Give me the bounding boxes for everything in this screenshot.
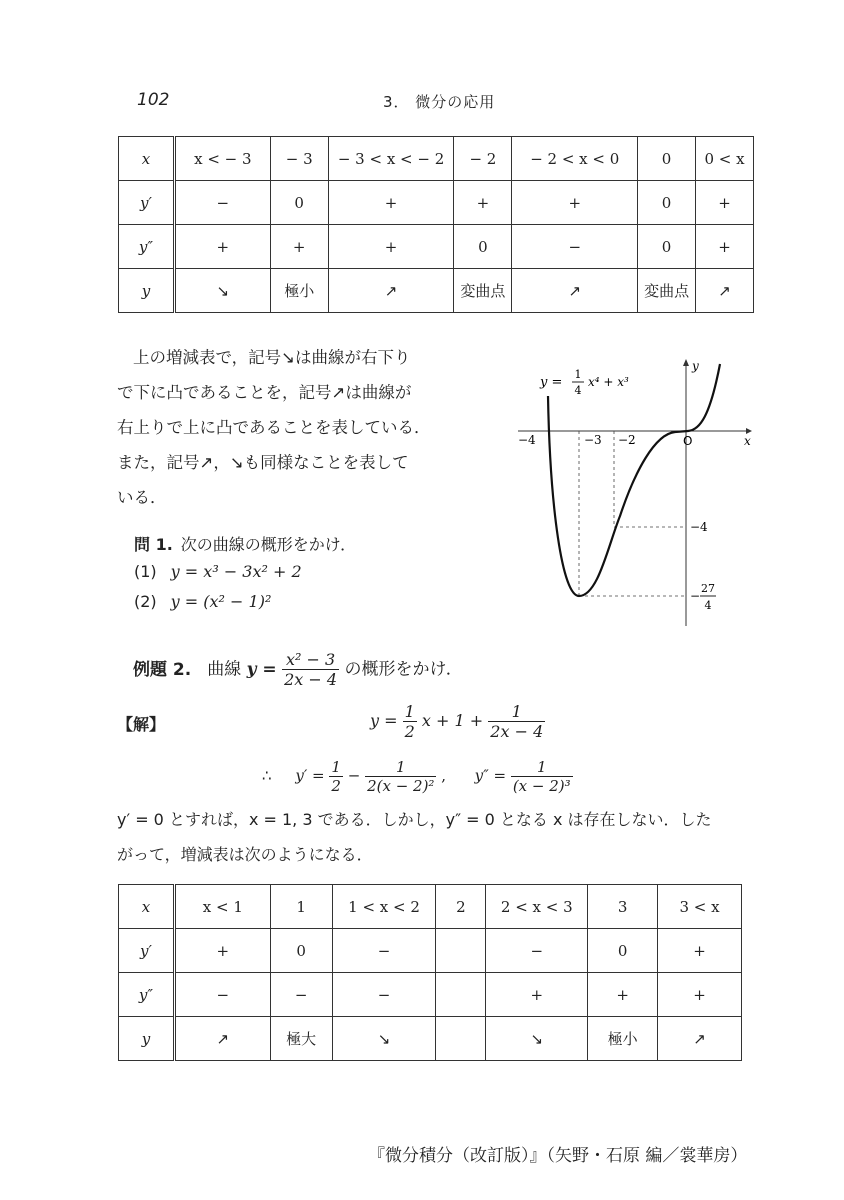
- question-text: 次の曲線の概形をかけ．: [180, 535, 357, 554]
- solution-equation-1: [370, 702, 545, 741]
- table-cell: ↘: [486, 1017, 588, 1061]
- table-cell: +: [328, 181, 454, 225]
- table-row: [119, 929, 742, 973]
- math-text: y′ =: [295, 766, 325, 785]
- function-graph: [510, 356, 755, 636]
- explanation-paragraph: [117, 340, 477, 515]
- fraction-numerator: 1: [365, 758, 436, 777]
- solution-equation-2: [262, 758, 573, 795]
- chapter-header: 3． 微分の応用: [383, 93, 496, 111]
- x-axis-label: x: [744, 434, 751, 448]
- fraction-numerator: 1: [488, 702, 545, 722]
- y-tick-label: −4: [690, 520, 708, 534]
- y-tick-num: 27: [701, 582, 715, 595]
- table-cell: ↗: [174, 1017, 270, 1061]
- paragraph-line: いる．: [117, 488, 167, 507]
- table-cell: [436, 973, 486, 1017]
- fraction-denominator: 2x − 4: [284, 670, 338, 689]
- table-cell: −: [512, 225, 638, 269]
- table-row: [119, 225, 754, 269]
- table-cell: 1 < x < 2: [332, 885, 436, 929]
- table-cell: y′: [119, 181, 175, 225]
- table-cell: − 2 < x < 0: [512, 137, 638, 181]
- table-cell: −: [332, 973, 436, 1017]
- graph-eq-den: 4: [574, 384, 582, 397]
- item-label: (1): [134, 562, 157, 581]
- table-cell: ↘: [174, 269, 270, 313]
- math-text: y =: [370, 711, 398, 730]
- table-cell: 0: [270, 181, 328, 225]
- table-cell: 極小: [588, 1017, 658, 1061]
- solution-label: 【解】: [117, 715, 166, 734]
- math-text: y″ =: [474, 766, 507, 785]
- fraction-denominator: 2: [331, 777, 341, 795]
- table-cell: 0: [454, 225, 512, 269]
- example-label: 例題 2.: [133, 659, 192, 680]
- table-cell: +: [658, 929, 742, 973]
- table-cell: +: [270, 225, 328, 269]
- y-tick-den: 4: [704, 599, 712, 612]
- table-cell: −: [486, 929, 588, 973]
- table-cell: − 2: [454, 137, 512, 181]
- table-cell: 極大: [270, 1017, 332, 1061]
- table-cell: [436, 929, 486, 973]
- fraction-numerator: 1: [404, 702, 415, 721]
- example-fraction: [282, 650, 339, 689]
- example-lhs: y =: [246, 659, 277, 680]
- table-cell: 3 < x: [658, 885, 742, 929]
- table-cell: 1: [270, 885, 332, 929]
- table-cell: y: [119, 1017, 175, 1061]
- fraction: [488, 702, 545, 741]
- question-label: 問 1.: [134, 535, 173, 554]
- item-label: (2): [134, 592, 157, 611]
- table-cell: ↗: [658, 1017, 742, 1061]
- table-cell: 0: [270, 929, 332, 973]
- source-citation: 『微分積分（改訂版）』（矢野・石原 編／裳華房）: [368, 1146, 748, 1166]
- paragraph-line: 上の増減表で，記号↘は曲線が右下り: [133, 348, 411, 367]
- table-cell: 0: [638, 181, 696, 225]
- example-text: 曲線: [207, 659, 242, 680]
- table-cell: y″: [119, 225, 175, 269]
- table-cell: −: [174, 181, 270, 225]
- math-text: −: [347, 766, 361, 785]
- table-cell: ↗: [328, 269, 454, 313]
- item-expr: y = x³ − 3x² + 2: [170, 562, 302, 581]
- fraction-denominator: 2: [404, 722, 415, 741]
- table-cell: +: [696, 181, 754, 225]
- table-cell: +: [454, 181, 512, 225]
- table-row: [119, 137, 754, 181]
- example-text-after: の概形をかけ．: [344, 659, 463, 680]
- table-cell: − 3 < x < − 2: [328, 137, 454, 181]
- origin-label: O: [683, 434, 693, 448]
- example-2: [133, 650, 463, 689]
- table-cell: − 3: [270, 137, 328, 181]
- table-cell: +: [696, 225, 754, 269]
- table-cell: +: [588, 973, 658, 1017]
- table-cell: x < − 3: [174, 137, 270, 181]
- table-cell: x: [119, 137, 175, 181]
- fraction-numerator: 1: [511, 758, 573, 777]
- table-cell: 変曲点: [454, 269, 512, 313]
- y-tick-sign: −: [690, 589, 701, 603]
- table-cell: y′: [119, 929, 175, 973]
- table-cell: 0: [588, 929, 658, 973]
- graph-eq-num: 1: [574, 368, 582, 381]
- fraction-numerator: x² − 3: [282, 650, 339, 670]
- math-text: ,: [441, 766, 447, 785]
- page-number: 102: [137, 90, 170, 110]
- table-cell: +: [328, 225, 454, 269]
- fraction: [403, 702, 417, 741]
- table-row: [119, 885, 742, 929]
- table-cell: 3: [588, 885, 658, 929]
- table-cell: 2: [436, 885, 486, 929]
- table-cell: x: [119, 885, 175, 929]
- table-cell: −: [270, 973, 332, 1017]
- table-cell: +: [174, 225, 270, 269]
- table-cell: −: [174, 973, 270, 1017]
- fraction-denominator: 2x − 4: [490, 722, 544, 741]
- y-axis-label: y: [692, 359, 699, 373]
- table-row: [119, 1017, 742, 1061]
- table-cell: 変曲点: [638, 269, 696, 313]
- table-cell: y: [119, 269, 175, 313]
- x-tick-label: −4: [518, 433, 536, 447]
- fraction: [329, 758, 343, 795]
- solution-text-line: y′ = 0 とすれば，x = 1, 3 である．しかし，y″ = 0 となる x は存在しない．した: [117, 810, 712, 829]
- fraction: [511, 758, 573, 795]
- fraction-denominator: 2(x − 2)²: [367, 777, 435, 795]
- graph-eq-prefix: y =: [540, 375, 563, 390]
- question-item: [134, 562, 302, 581]
- table-row: [119, 269, 754, 313]
- table-cell: x < 1: [174, 885, 270, 929]
- table-cell: ↗: [696, 269, 754, 313]
- x-tick-label: −2: [618, 433, 636, 447]
- question-1: [134, 532, 356, 555]
- variation-table-1: [118, 136, 754, 313]
- question-item: [134, 592, 271, 611]
- curve: [548, 364, 720, 596]
- table-cell: [436, 1017, 486, 1061]
- table-cell: +: [174, 929, 270, 973]
- table-cell: 極小: [270, 269, 328, 313]
- table-cell: +: [512, 181, 638, 225]
- paragraph-line: で下に凸であることを，記号↗は曲線が: [117, 383, 412, 402]
- fraction-numerator: 1: [331, 758, 341, 776]
- table-cell: 0: [638, 137, 696, 181]
- x-tick-label: −3: [584, 433, 602, 447]
- table-cell: y″: [119, 973, 175, 1017]
- variation-table-2: [118, 884, 742, 1061]
- table-cell: +: [658, 973, 742, 1017]
- paragraph-line: また，記号↗，↘も同様なことを表して: [117, 453, 409, 472]
- table-row: [119, 973, 742, 1017]
- item-expr: y = (x² − 1)²: [170, 592, 272, 611]
- fraction: [365, 758, 436, 795]
- table-cell: ↗: [512, 269, 638, 313]
- table-cell: 0 < x: [696, 137, 754, 181]
- table-row: [119, 181, 754, 225]
- graph-eq-rest: x⁴ + x³: [588, 375, 629, 389]
- paragraph-line: 右上りで上に凸であることを表している．: [117, 418, 431, 437]
- therefore-symbol: ∴: [262, 766, 272, 785]
- solution-text-line: がって，増減表は次のようになる．: [117, 845, 373, 864]
- math-text: x + 1 +: [421, 711, 484, 730]
- table-cell: ↘: [332, 1017, 436, 1061]
- fraction-denominator: (x − 2)³: [512, 777, 571, 795]
- table-cell: 2 < x < 3: [486, 885, 588, 929]
- table-cell: 0: [638, 225, 696, 269]
- table-cell: +: [486, 973, 588, 1017]
- table-cell: −: [332, 929, 436, 973]
